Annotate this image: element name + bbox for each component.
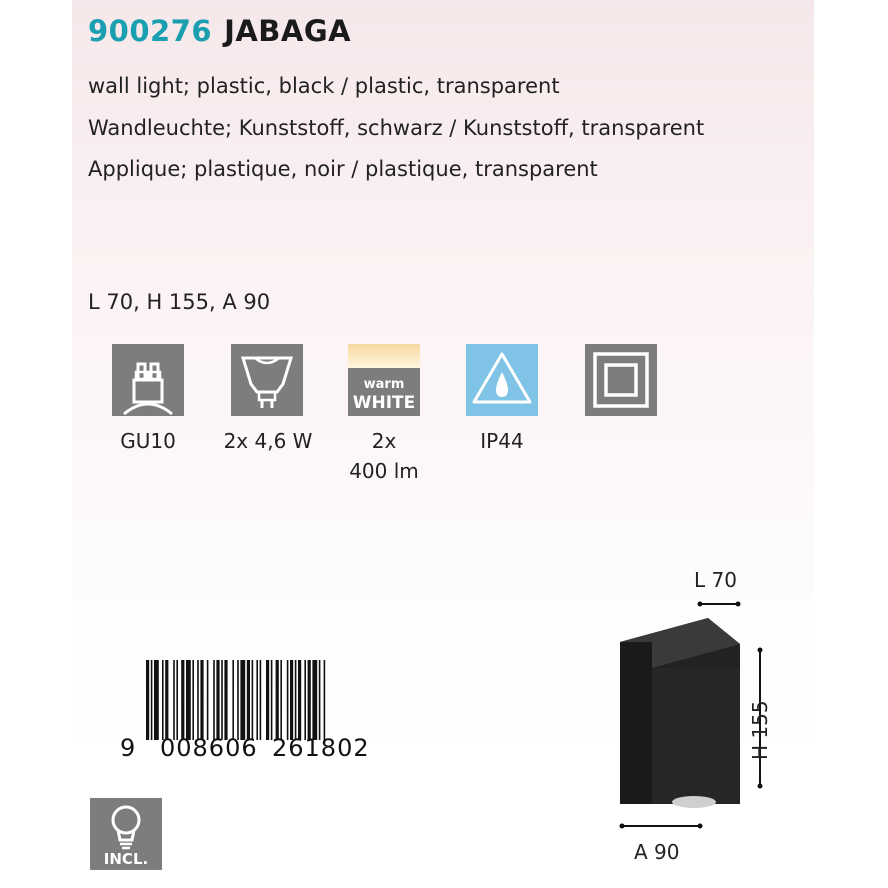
description-de: Wandleuchte; Kunststoff, schwarz / Kunststoff, transparent [88,116,705,140]
spec-label-ip: IP44 [480,429,524,453]
product-name: JABAGA [224,14,352,48]
barcode-bar [298,660,301,740]
barcode-bar [319,660,321,740]
barcode-bar [186,660,191,740]
barcode-bar [146,660,149,740]
barcode-bar [176,660,178,740]
bulb-icon [231,344,303,416]
incl-badge [90,798,162,870]
description-fr: Applique; plastique, noir / plastique, transparent [88,157,598,181]
incl-label: INCL. [103,850,149,868]
protection-class-icon [585,344,657,416]
barcode-bar [324,660,326,740]
barcode-bar [192,660,194,740]
barcode-bar [197,660,199,740]
product-number: 900276 [88,14,213,48]
barcode-bar [151,660,153,740]
barcode-bar [221,660,223,740]
barcode-bar [290,660,293,740]
description-en: wall light; plastic, black / plastic, transparent [88,74,560,98]
barcode-bar [280,660,282,740]
dimension-height: H 155 [748,700,772,760]
spec-label-lumen [334,426,434,486]
barcode-bar [232,660,234,740]
warm-white-icon [348,344,420,416]
barcode-bar [304,660,306,740]
spec-label-socket: GU10 [120,429,176,453]
dimension-drawing [590,590,810,850]
barcode-bar [165,660,168,740]
barcode-bar [271,660,273,740]
barcode-digits-left: 008606 [160,734,258,762]
barcode-bar [260,660,262,740]
gu10-socket-icon [112,344,184,416]
barcode-bar [216,660,219,740]
barcode-bar [240,660,245,740]
barcode-bar [247,660,250,740]
barcode-bar [200,660,203,740]
barcode-bar [213,660,215,740]
barcode-bar [256,660,258,740]
barcode-digits-right: 261802 [272,734,370,762]
barcode-bar [252,660,254,740]
product-title [88,14,351,48]
barcode-bar [266,660,269,740]
barcode-bar [276,660,279,740]
warm-text: warm [363,377,405,392]
white-text: WHITE [352,393,416,413]
barcode-bar [207,660,209,740]
spec-label-wattage: 2x 4,6 W [223,429,313,453]
dimensions-text: L 70, H 155, A 90 [88,290,271,314]
dimension-depth: A 90 [634,840,680,864]
spec-label-lumen-count: 2x [371,429,397,453]
barcode-bar [173,660,175,740]
barcode-digit-first: 9 [120,734,137,762]
spec-label-lumen-value: 400 lm [349,459,419,483]
barcode-bar [295,660,297,740]
barcode-bar [287,660,289,740]
barcode-bar [237,660,239,740]
ip44-drop-icon [466,344,538,416]
barcode-bar [224,660,227,740]
barcode-bar [154,660,159,740]
barcode [146,660,388,740]
barcode-bar [308,660,311,740]
dimension-length: L 70 [694,568,737,592]
barcode-bar [181,660,184,740]
barcode-bar [312,660,317,740]
barcode-bar [162,660,164,740]
